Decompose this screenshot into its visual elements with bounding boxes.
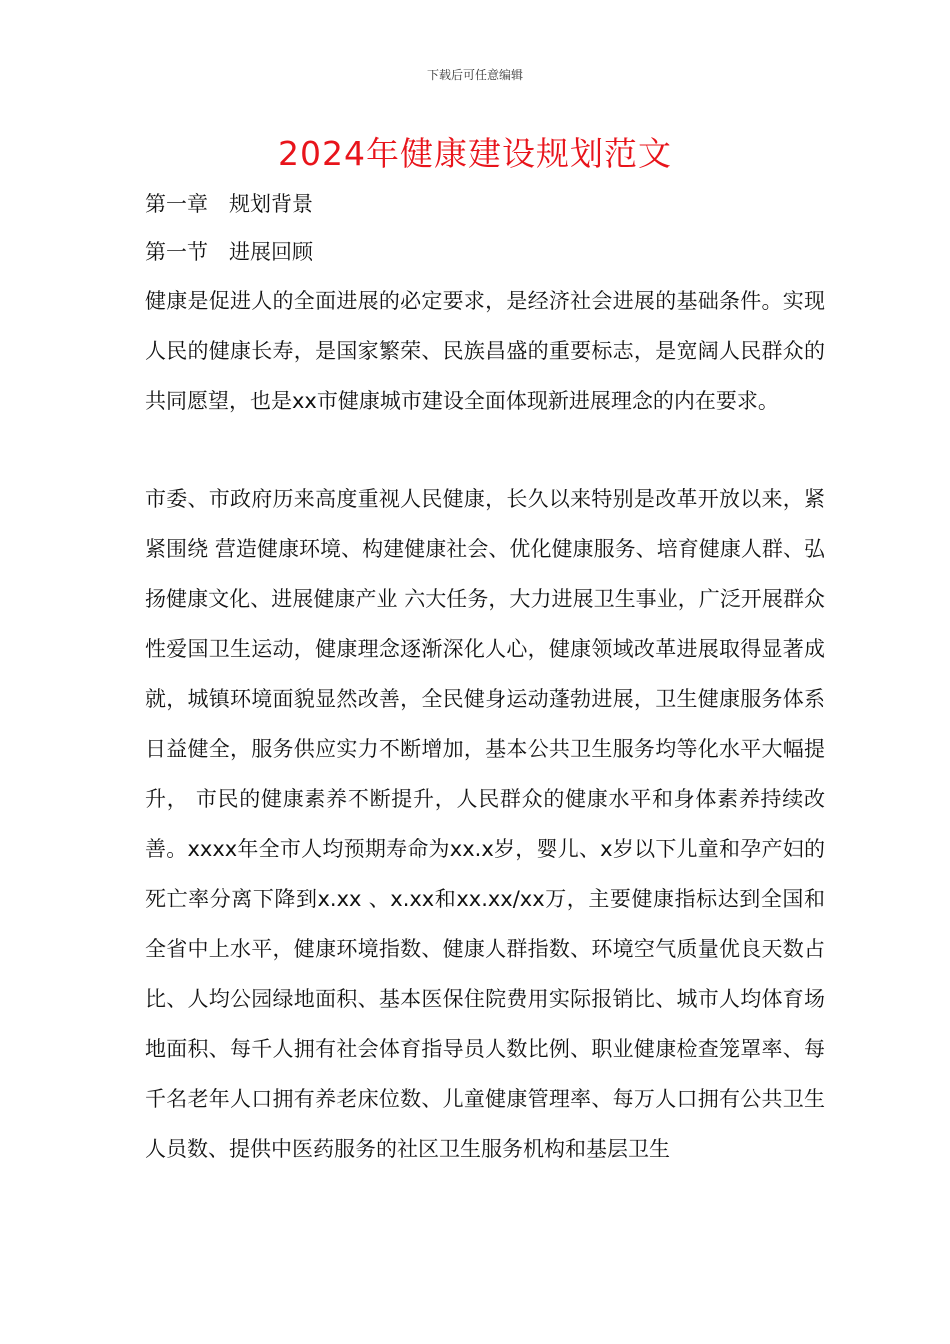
paragraph-1: 健康是促进人的全面进展的必定要求，是经济社会进展的基础条件。实现人民的健康长寿，是国家繁荣、民族昌盛的重要标志，是宽阔人民群众的共同愿望，也是xx市健康城市建设全面体现新进展理念的内在要求。 xyxy=(145,289,825,413)
document-title: 2024年健康建设规划范文 xyxy=(278,134,672,173)
section-heading: 第一节 进展回顾 xyxy=(145,240,313,264)
header-note: 下载后可任意编辑 xyxy=(426,68,523,82)
chapter-heading: 第一章 规划背景 xyxy=(145,192,313,216)
paragraph-2: 市委、市政府历来高度重视人民健康，长久以来特别是改革开放以来，紧紧围绕 营造健康环境、构建健康社会、优化健康服务、培育健康人群、弘扬健康文化、进展健康产业 六大任务，大力进展卫生事业，广泛开展群众性爱国卫生运动，健康理念逐渐深化人心，健康领域改革进展取得显著成就，城镇环境面貌显然改善，全民健身运动蓬勃进展，卫生健康服务体系日益健全，服务供应实力不断增加，基本公共卫生服务均等化水平大幅提升， 市民的健康素养不断提升，人民群众的健康水平和身体素养持续改善。xxxx年全市人均预期寿命为xx.x岁，婴儿、x岁以下儿童和孕产妇的死亡率分离下降到x.xx 、x.xx和xx.xx/xx万，主要健康指标达到全国和全省中上水平，健康环境指数、健康人群指数、环境空气质量优良天数占比、人均公园绿地面积、基本医保住院费用实际报销比、城市人均体育场地面积、每千人拥有社会体育指导员人数比例、职业健康检查笼罩率、每千名老年人口拥有养老床位数、儿童健康管理率、每万人口拥有公共卫生人员数、提供中医药服务的社区卫生服务机构和基层卫生 xyxy=(145,487,825,1161)
